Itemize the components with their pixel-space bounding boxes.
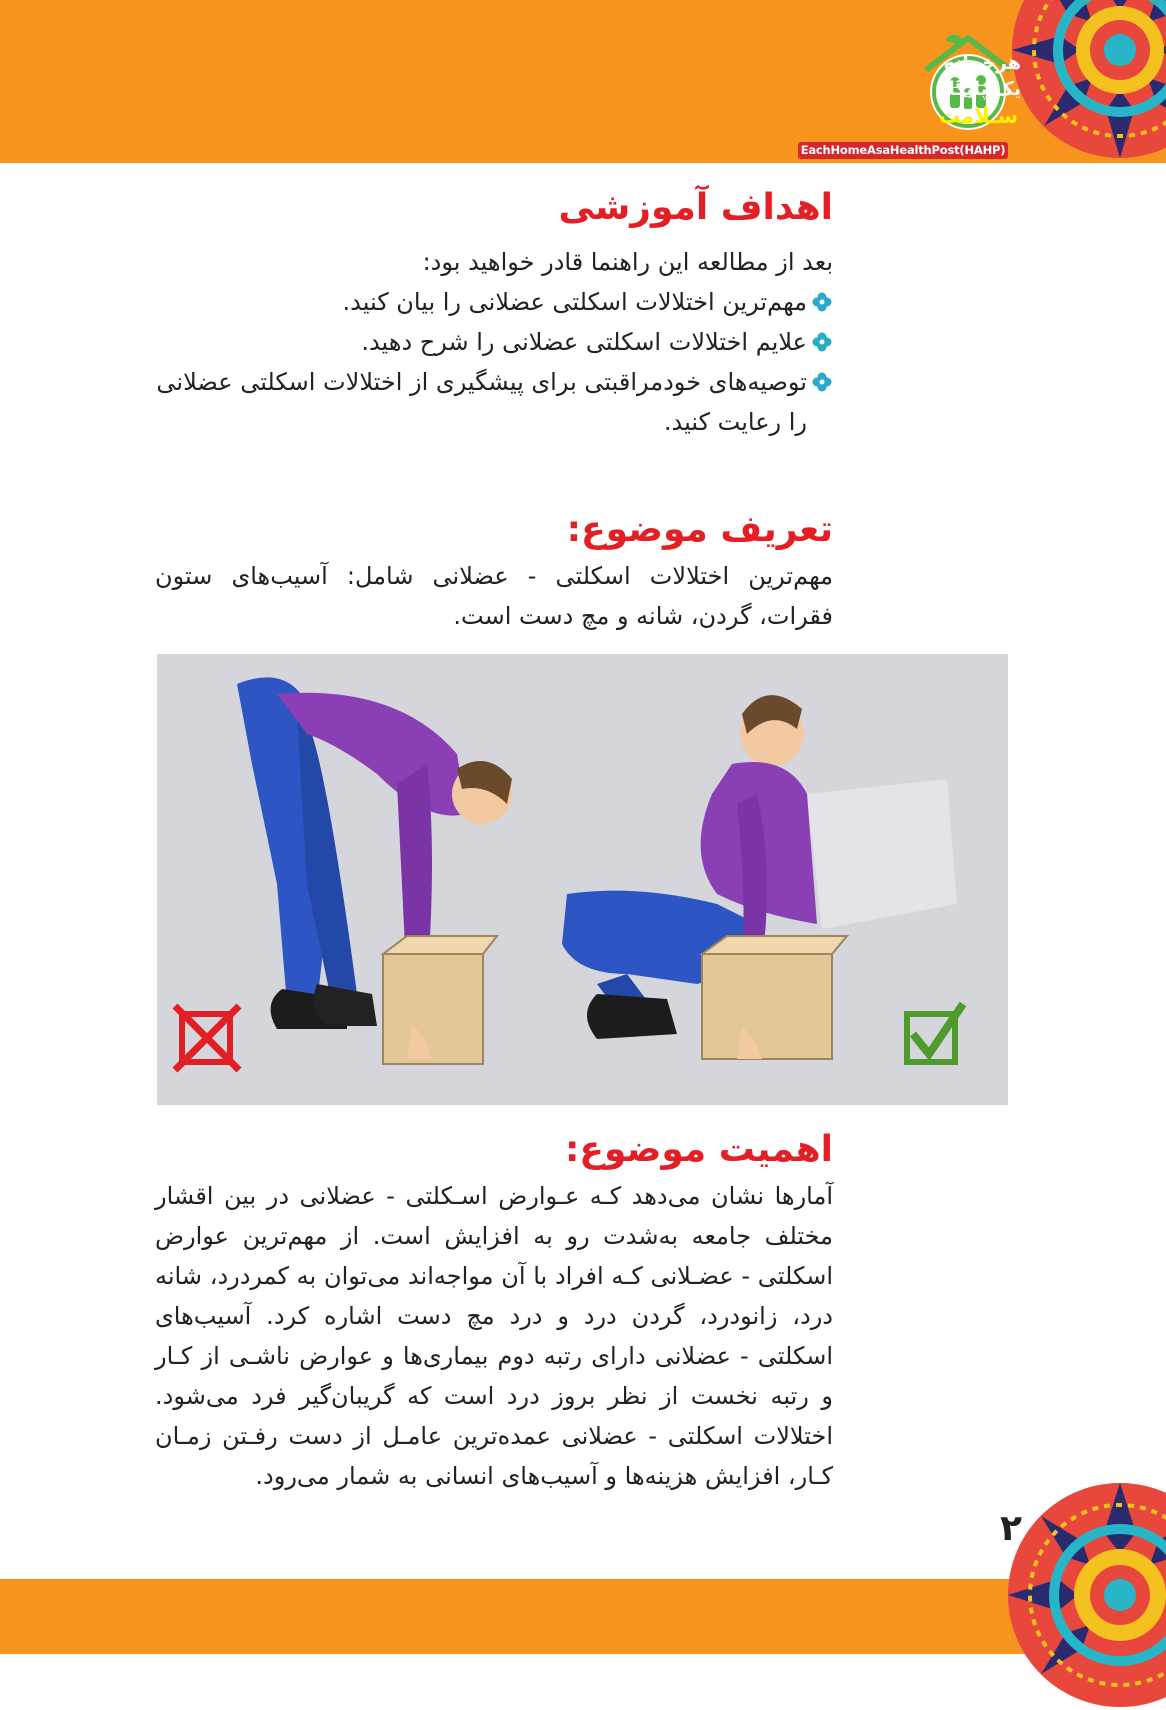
objective-item xyxy=(155,362,833,442)
mandala-ornament-icon xyxy=(1010,0,1166,160)
flower-bullet-icon xyxy=(811,282,833,322)
objective-text: علایم اختلالات اسکلتی عضلانی را شرح دهید. xyxy=(361,328,807,356)
wrong-mark-icon xyxy=(175,1006,239,1070)
objective-item xyxy=(155,282,833,322)
objective-text: توصیه‌های خودمراقبتی برای پیشگیری از اختلالات اسکلتی عضلانی را رعایت کنید. xyxy=(156,368,807,436)
flower-bullet-icon xyxy=(811,322,833,362)
page-number: ۲ xyxy=(1000,1508,1022,1549)
definition-body: مهم‌ترین اختلالات اسکلتی - عضلانی شامل: آسیب‌های ستون فقرات، گردن، شانه و مچ دست است. xyxy=(155,562,833,630)
logo-text-line1: هرخــانه xyxy=(943,52,1021,74)
objective-item xyxy=(155,322,833,362)
objectives-intro: بعد از مطالعه این راهنما قادر خواهید بود: xyxy=(422,248,833,276)
importance-section xyxy=(155,1128,833,1496)
objectives-title: اهداف آموزشی xyxy=(558,187,833,228)
logo-text-line2: یک پایگاه xyxy=(936,78,1021,100)
logo-caption: EachHomeAsaHealthPost(HAHP) xyxy=(798,142,1008,159)
objectives-section xyxy=(155,186,833,442)
lifting-posture-illustration xyxy=(157,654,1008,1105)
definition-title: تعریف موضوع: xyxy=(566,509,833,550)
importance-body: آمارها نشان می‌دهد کـه عـوارض اسـکلتی - عضلانی در بین اقشار مختلف جامعه به‌شدت رو به افزایش است. از مهم‌ترین عوارض اسکلتی - عضـلانی کـه افراد با آن مواجه‌اند می‌توان به کمردرد، شانه درد، زانودرد، گردن درد و درد مچ دست اشاره کرد. آسیب‌های اسکلتی - عضلانی دارای رتبه دوم بیماری‌ها و عوارض ناشـی از کـار و رتبه نخست از نظر بروز درد است که گریبان‌گیر فرد می‌شود. اختلالات اسکلتی - عضلانی عمده‌ترین عامـل از دست رفـتن زمـان کـار، افزایش هزینه‌ها و آسیب‌های انسانی به شمار می‌رود. xyxy=(155,1182,833,1490)
importance-title: اهمیت موضوع: xyxy=(565,1129,833,1170)
mandala-ornament-icon xyxy=(1005,1480,1166,1710)
definition-section xyxy=(155,508,833,636)
footer-band xyxy=(0,1579,1166,1654)
flower-bullet-icon xyxy=(811,362,833,402)
logo-text-line3: سـلامت xyxy=(938,104,1018,128)
objective-text: مهم‌ترین اختلالات اسکلتی عضلانی را بیان کنید. xyxy=(342,288,807,316)
